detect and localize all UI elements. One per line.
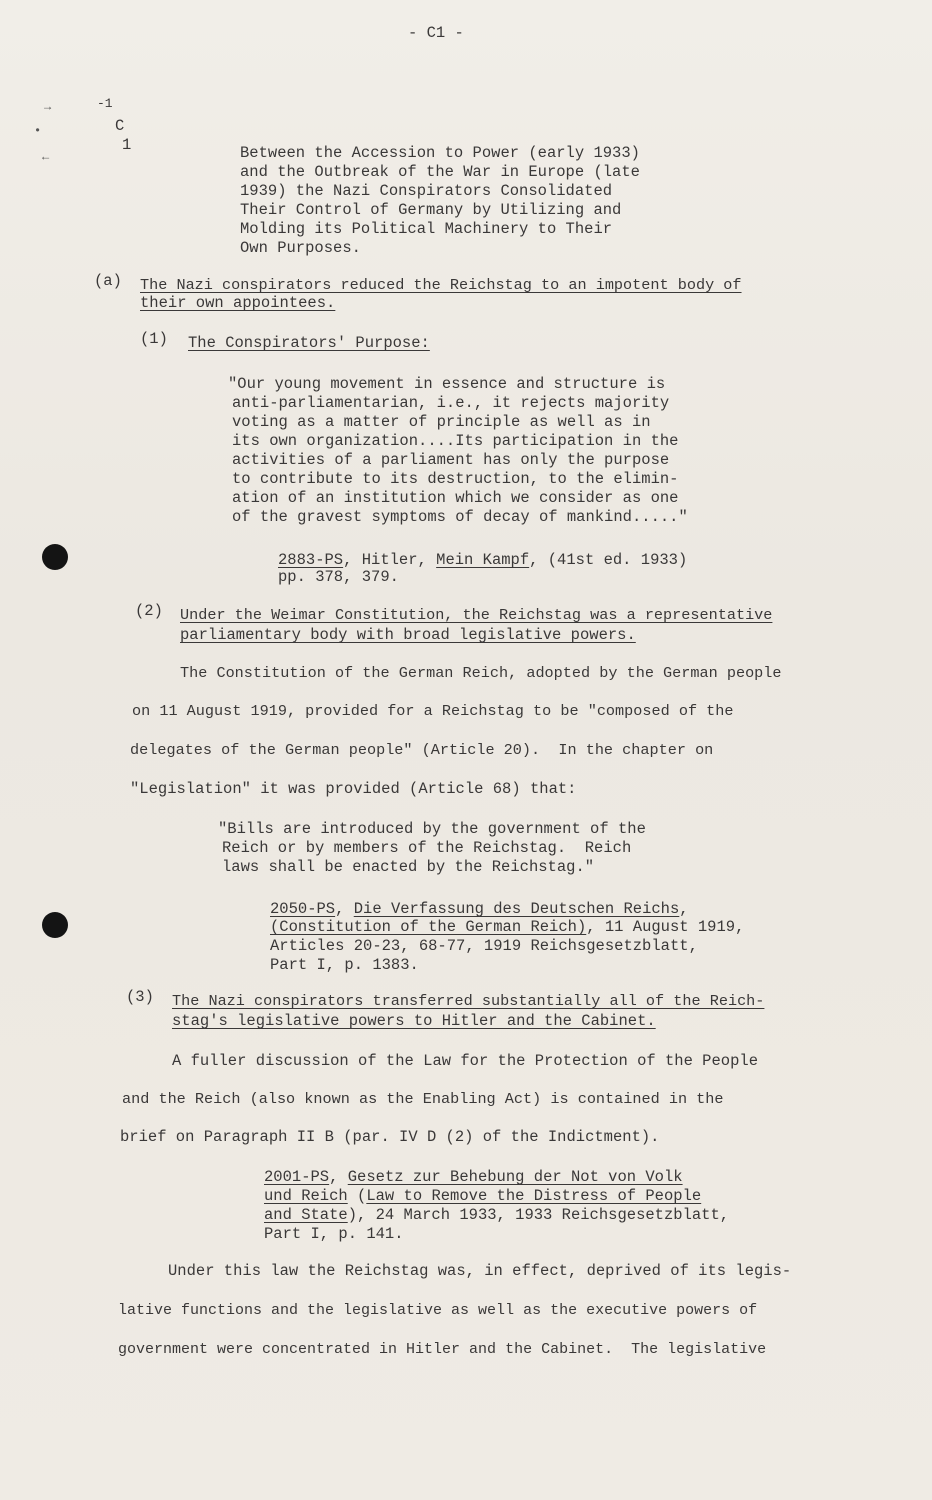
section-title-line: Own Purposes.	[240, 239, 361, 257]
heading-1-text: The Conspirators' Purpose:	[188, 334, 430, 352]
citation-3-line3	[264, 1206, 729, 1225]
page-number: - C1 -	[408, 24, 464, 42]
margin-ref-num: 1	[122, 136, 132, 154]
heading-2-marker: (2)	[135, 602, 163, 620]
section-title-line: 1939) the Nazi Conspirators Consolidated	[240, 182, 613, 200]
margin-ref-top: -1	[97, 96, 113, 111]
paragraph-4-line: Under this law the Reichstag was, in effect, deprived of its legis-	[168, 1262, 792, 1280]
heading-1-marker: (1)	[140, 330, 168, 348]
citation-2-title: Die Verfassung des Deutschen Reichs	[353, 900, 680, 918]
heading-2-line: Under the Weimar Constitution, the Reichstag was a representative	[180, 606, 773, 624]
quote-1-line: "Our young movement in essence and structure is	[228, 375, 666, 393]
citation-3-doc: 2001-PS	[264, 1168, 330, 1186]
paragraph-3-line: and the Reich (also known as the Enabling Act) is contained in the	[122, 1090, 724, 1108]
paragraph-4-line: lative functions and the legislative as well as the executive powers of	[118, 1302, 758, 1319]
section-title-line: Their Control of Germany by Utilizing and	[240, 201, 622, 219]
citation-3-paren: (	[347, 1187, 367, 1205]
quote-1-line: activities of a parliament has only the purpose	[232, 451, 670, 469]
citation-1-author: , Hitler,	[343, 551, 437, 569]
citation-2-doc: 2050-PS	[270, 900, 336, 918]
punch-hole-upper	[42, 544, 68, 570]
citation-1-edition: , (41st ed. 1933)	[529, 551, 688, 569]
citation-3-title-cont: und Reich	[264, 1187, 348, 1205]
quote-2-line: laws shall be enacted by the Reichstag."	[222, 858, 595, 876]
paragraph-2-line: on 11 August 1919, provided for a Reichstag to be "composed of the	[132, 702, 734, 720]
citation-2-trans-line	[270, 918, 744, 937]
citation-1-title: Mein Kampf	[436, 551, 530, 569]
quote-1-line: ation of an institution which we consider as one	[232, 489, 679, 507]
citation-1-doc: 2883-PS	[278, 551, 344, 569]
heading-3-marker: (3)	[126, 988, 154, 1006]
heading-a-marker: (a)	[94, 272, 122, 290]
heading-2-line: parliamentary body with broad legislative powers.	[180, 626, 636, 644]
edge-mark-3: ←	[42, 150, 50, 164]
paragraph-2-line: delegates of the German people" (Article 20). In the chapter on	[130, 741, 714, 759]
citation-3-date: ), 24 March 1933, 1933 Reichsgesetzblatt,	[347, 1206, 730, 1224]
citation-2-sep: ,	[335, 900, 354, 918]
quote-1-line: voting as a matter of principle as well as in	[232, 413, 651, 431]
section-title-line: Between the Accession to Power (early 1933)	[240, 144, 640, 162]
heading-a-line: The Nazi conspirators reduced the Reichstag to an impotent body of	[140, 276, 742, 294]
quote-2-line: Reich or by members of the Reichstag. Reich	[222, 839, 632, 857]
citation-3-line1	[264, 1168, 683, 1187]
quote-1-line: to contribute to its destruction, to the elimin-	[232, 470, 679, 488]
edge-mark-1: →	[44, 100, 52, 114]
citation-2-title-end: ,	[679, 900, 689, 918]
citation-3-line2	[264, 1187, 701, 1206]
citation-2	[270, 900, 689, 919]
edge-mark-2: •	[34, 124, 42, 138]
paragraph-3-line: brief on Paragraph II B (par. IV D (2) of the Indictment).	[120, 1128, 660, 1146]
citation-1-pages: pp. 378, 379.	[278, 568, 399, 586]
quote-1-line: its own organization....Its participation in the	[232, 432, 679, 450]
citation-3-translation-cont: and State	[264, 1206, 348, 1224]
section-title-line: Molding its Political Machinery to Their	[240, 220, 613, 238]
section-title-line: and the Outbreak of the War in Europe (late	[240, 163, 640, 181]
citation-2-translation: (Constitution of the German Reich)	[270, 918, 587, 936]
citation-2-date: , 11 August 1919,	[586, 918, 745, 936]
citation-3-title: Gesetz zur Behebung der Not von Volk	[347, 1168, 683, 1186]
punch-hole-lower	[42, 912, 68, 938]
paragraph-2-line: The Constitution of the German Reich, adopted by the German people	[180, 664, 782, 682]
margin-ref-c: C	[115, 117, 125, 135]
citation-3-part: Part I, p. 141.	[264, 1225, 404, 1243]
heading-3-line: The Nazi conspirators transferred substantially all of the Reich-	[172, 992, 765, 1010]
quote-1-line: anti-parliamentarian, i.e., it rejects majority	[232, 394, 670, 412]
citation-3-translation: Law to Remove the Distress of People	[366, 1187, 702, 1205]
citation-3-sep: ,	[329, 1168, 348, 1186]
paragraph-4-line: government were concentrated in Hitler and the Cabinet. The legislative	[118, 1341, 767, 1358]
paragraph-2-line: "Legislation" it was provided (Article 68) that:	[130, 780, 577, 798]
heading-a-line: their own appointees.	[140, 294, 336, 312]
citation-2-articles: Articles 20-23, 68-77, 1919 Reichsgesetzblatt,	[270, 937, 698, 955]
quote-1-line: of the gravest symptoms of decay of mankind....."	[232, 508, 688, 526]
heading-3-line: stag's legislative powers to Hitler and the Cabinet.	[172, 1012, 656, 1030]
citation-2-part: Part I, p. 1383.	[270, 956, 419, 974]
quote-2-line: "Bills are introduced by the government of the	[218, 820, 646, 838]
paragraph-3-line: A fuller discussion of the Law for the Protection of the People	[172, 1052, 758, 1070]
